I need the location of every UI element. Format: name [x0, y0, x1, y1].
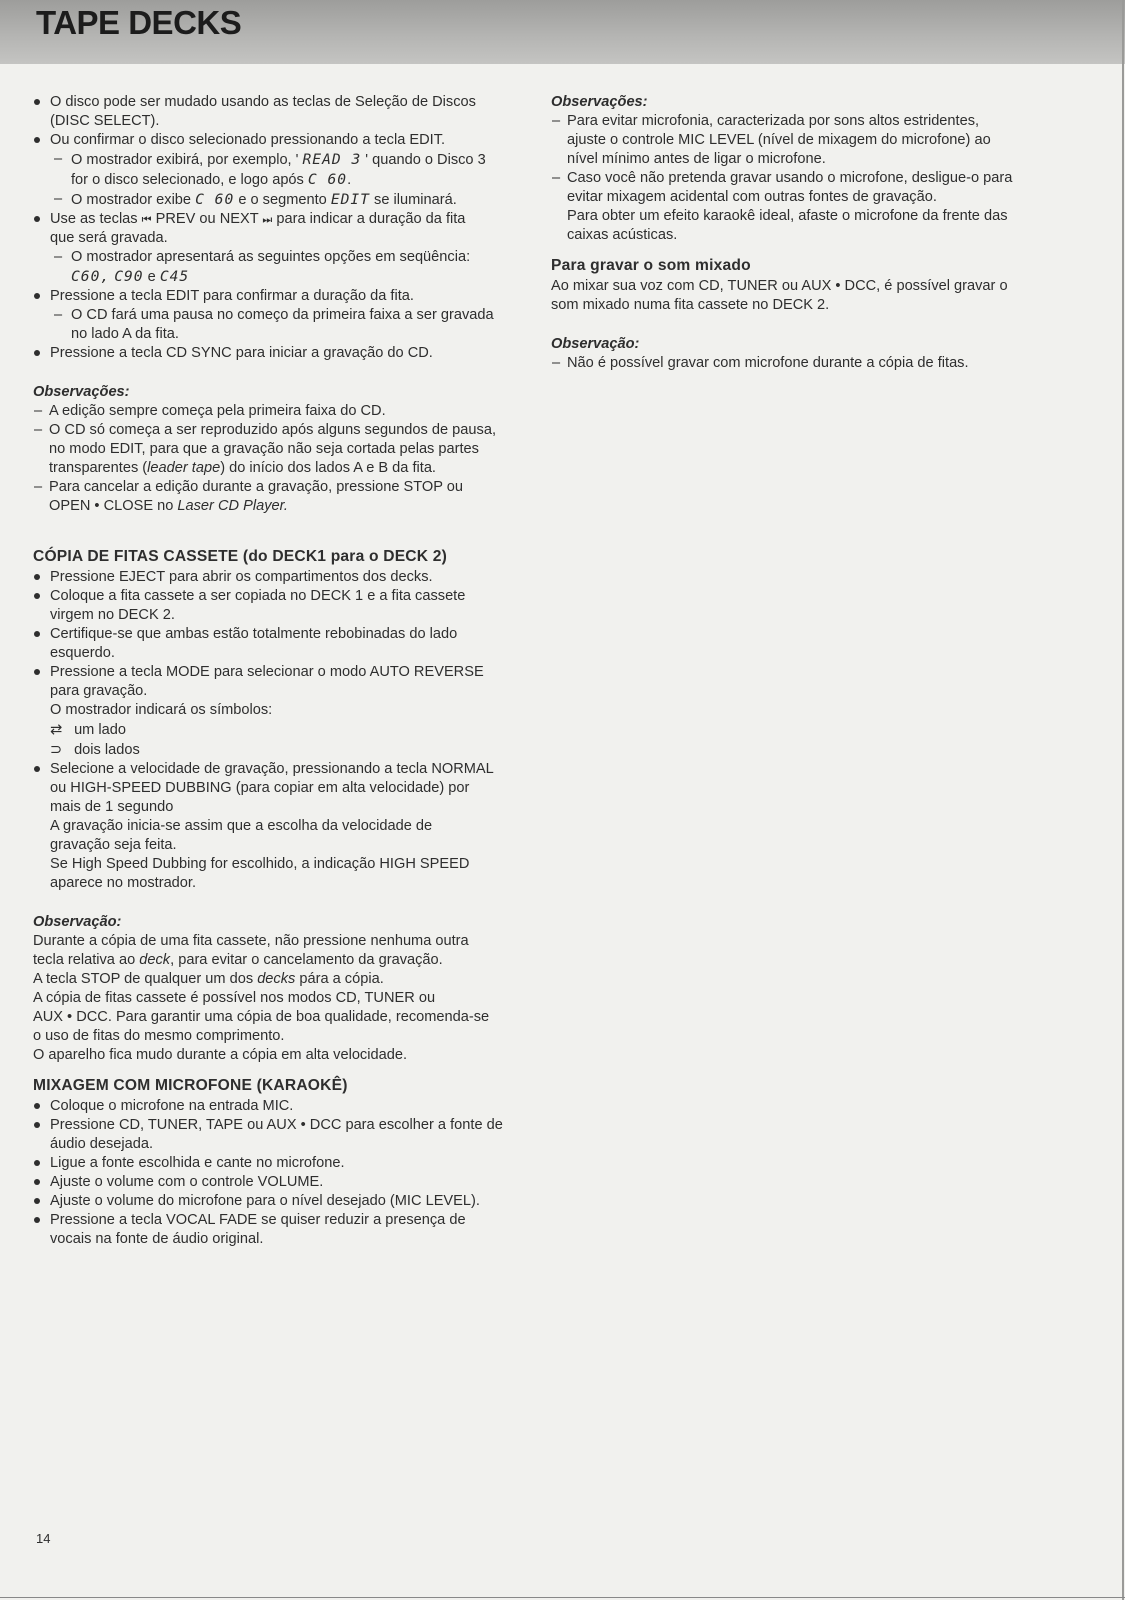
note-item: – Para cancelar a edição durante a gravação, pressione STOP ou — [33, 478, 523, 497]
text-fragment: um lado — [74, 722, 126, 738]
text-line: (DISC SELECT). — [50, 113, 160, 129]
text-line: Ligue a fonte escolhida e cante no microfone. — [50, 1155, 345, 1171]
text-line: ou HIGH-SPEED DUBBING (para copiar em alta velocidade) por — [50, 780, 470, 796]
display-segment: C 60 — [195, 191, 235, 208]
text-line: esquerdo. — [50, 645, 115, 661]
spacer — [551, 315, 1051, 335]
text-line: aparece no mostrador. — [50, 875, 197, 891]
text-fragment: se iluminará. — [369, 192, 457, 208]
list-item — [33, 568, 523, 587]
list-item — [33, 1173, 523, 1192]
text-fragment: for o disco selecionado, e logo após — [71, 172, 308, 188]
list-item — [33, 663, 523, 682]
text-line: o uso de fitas do mesmo comprimento. — [33, 1028, 285, 1044]
page-title: TAPE DECKS — [36, 4, 242, 41]
display-segment: READ 3 — [302, 151, 362, 168]
note-item: – O CD só começa a ser reproduzido após alguns segundos de pausa, — [33, 421, 523, 440]
note-item: – A edição sempre começa pela primeira faixa do CD. — [33, 402, 523, 421]
text-fragment: e — [147, 269, 156, 285]
list-item — [33, 287, 523, 306]
text-line: Durante a cópia de uma fita cassete, não pressione nenhuma outra — [33, 933, 469, 949]
spacer — [551, 245, 1051, 255]
sub-item — [33, 150, 523, 170]
text-fragment: OPEN • CLOSE no — [49, 498, 178, 514]
text-fragment: Use as teclas — [50, 211, 142, 227]
left-column — [33, 93, 523, 1249]
section-heading-karaoke: MIXAGEM COM MICROFONE (KARAOKÊ) — [33, 1077, 348, 1094]
spacer — [33, 1065, 523, 1075]
text-line: vocais na fonte de áudio original. — [50, 1231, 264, 1247]
right-edge-rule — [1122, 0, 1124, 1600]
text-fragment: dois lados — [74, 742, 140, 758]
text-line: Ou confirmar o disco selecionado pressionando a tecla EDIT. — [50, 132, 446, 148]
display-segment: EDIT — [330, 191, 370, 208]
text-fragment: ) do início dos lados A e B da fita. — [220, 460, 436, 476]
page-number: 14 — [36, 1531, 51, 1546]
text-line: Se High Speed Dubbing for escolhido, a indicação HIGH SPEED — [50, 856, 470, 872]
text-line: Ajuste o volume com o controle VOLUME. — [50, 1174, 324, 1190]
note-continuation: ajuste o controle MIC LEVEL (nível de mixagem do microfone) ao — [567, 132, 991, 148]
text-line: Pressione a tecla VOCAL FADE se quiser reduzir a presença de — [50, 1212, 466, 1228]
text-line: Ajuste o volume do microfone para o nível desejado (MIC LEVEL). — [50, 1193, 480, 1209]
text-fragment: , para evitar o cancelamento da gravação. — [170, 952, 443, 968]
text-line: Pressione a tecla MODE para selecionar o modo AUTO REVERSE — [50, 664, 484, 680]
spacer — [33, 893, 523, 913]
observation-heading: Observação: — [551, 336, 640, 352]
text-fragment: ' quando o Disco 3 — [361, 152, 486, 168]
list-item — [33, 1154, 523, 1173]
right-column — [551, 93, 1051, 373]
text-fragment: PREV ou NEXT — [151, 211, 263, 227]
spacer — [33, 516, 523, 546]
list-item — [33, 760, 523, 779]
list-item — [33, 1097, 523, 1116]
text-fragment: . — [347, 172, 352, 188]
note-continuation: no modo EDIT, para que a gravação não seja cortada pelas partes — [49, 441, 479, 457]
italic-term: leader tape — [147, 460, 221, 476]
next-track-icon: ⏭ — [262, 213, 273, 226]
list-item — [33, 1192, 523, 1211]
italic-term: Laser CD Player. — [177, 498, 288, 514]
list-item — [33, 131, 523, 150]
text-line: A cópia de fitas cassete é possível nos modos CD, TUNER ou — [33, 990, 436, 1006]
text-line: áudio desejada. — [50, 1136, 154, 1152]
one-side-symbol-icon: ⇄ — [50, 721, 63, 738]
both-sides-symbol-icon: ⊃ — [50, 741, 63, 758]
list-item — [33, 1116, 523, 1135]
text-line: Pressione a tecla EDIT para confirmar a duração da fita. — [50, 288, 414, 304]
list-item — [33, 1211, 523, 1230]
observations-heading: Observações: — [33, 384, 130, 400]
text-line: gravação seja feita. — [50, 837, 177, 853]
symbol-line — [33, 720, 523, 740]
observations-heading: Observações: — [551, 94, 648, 110]
italic-term: deck — [139, 952, 171, 968]
note-continuation — [33, 459, 523, 478]
text-fragment: para indicar a duração da fita — [272, 211, 466, 227]
list-item — [33, 587, 523, 606]
list-item — [33, 344, 523, 363]
text-fragment: tecla relativa ao — [33, 952, 140, 968]
observation-heading: Observação: — [33, 914, 122, 930]
note-continuation: nível mínimo antes de ligar o microfone. — [567, 151, 826, 167]
text-fragment: e o segmento — [234, 192, 331, 208]
list-item — [33, 625, 523, 644]
note-continuation: evitar mixagem acidental com outras fontes de gravação. — [567, 189, 937, 205]
text-line — [33, 970, 523, 989]
section-heading-record-mix: Para gravar o som mixado — [551, 257, 751, 274]
sub-item: – O mostrador apresentará as seguintes opções em seqüência: — [33, 248, 523, 267]
previous-track-icon: ⏮ — [141, 213, 152, 226]
text-fragment: transparentes ( — [49, 460, 148, 476]
list-item — [33, 210, 523, 229]
note-item: – Para evitar microfonia, caracterizada por sons altos estridentes, — [551, 112, 1051, 131]
text-line: Certifique-se que ambas estão totalmente rebobinadas do lado — [50, 626, 458, 642]
sub-item-continuation — [33, 170, 523, 190]
text-line: Pressione a tecla CD SYNC para iniciar a gravação do CD. — [50, 345, 433, 361]
text-line: Coloque o microfone na entrada MIC. — [50, 1098, 294, 1114]
note-continuation: Para obter um efeito karaokê ideal, afaste o microfone da frente das — [567, 208, 1008, 224]
text-line: O mostrador indicará os símbolos: — [50, 702, 273, 718]
display-segment: C60, — [71, 268, 111, 285]
text-line: Selecione a velocidade de gravação, pressionando a tecla NORMAL — [50, 761, 494, 777]
text-line: AUX • DCC. Para garantir uma cópia de boa qualidade, recomenda-se — [33, 1009, 490, 1025]
sub-item-continuation: no lado A da fita. — [71, 326, 179, 342]
text-line: A gravação inicia-se assim que a escolha da velocidade de — [50, 818, 433, 834]
text-line: Ao mixar sua voz com CD, TUNER ou AUX • DCC, é possível gravar o — [551, 278, 1008, 294]
text-line: Pressione EJECT para abrir os compartimentos dos decks. — [50, 569, 433, 585]
text-line: O aparelho fica mudo durante a cópia em alta velocidade. — [33, 1047, 407, 1063]
text-fragment: O mostrador exibe — [71, 192, 196, 208]
text-line: virgem no DECK 2. — [50, 607, 175, 623]
note-continuation: caixas acústicas. — [567, 227, 678, 243]
text-line: mais de 1 segundo — [50, 799, 174, 815]
text-line: que será gravada. — [50, 230, 168, 246]
text-line: O disco pode ser mudado usando as teclas de Seleção de Discos — [50, 94, 476, 110]
list-item — [33, 93, 523, 112]
bottom-rule — [0, 1597, 1125, 1598]
text-fragment: A tecla STOP de qualquer um dos — [33, 971, 258, 987]
note-continuation — [33, 497, 523, 516]
note-item: – Caso você não pretenda gravar usando o microfone, desligue-o para — [551, 169, 1051, 188]
text-line: Pressione CD, TUNER, TAPE ou AUX • DCC para escolher a fonte de — [50, 1117, 503, 1133]
sub-item-continuation — [33, 267, 523, 287]
note-item: – Não é possível gravar com microfone durante a cópia de fitas. — [551, 354, 1051, 373]
display-segment: C90 — [114, 268, 144, 285]
text-line: som mixado numa fita cassete no DECK 2. — [551, 297, 830, 313]
text-fragment: O mostrador exibirá, por exemplo, ' — [71, 152, 303, 168]
text-line — [33, 951, 523, 970]
sub-item — [33, 190, 523, 210]
display-segment: C 60 — [307, 171, 348, 188]
italic-term: decks — [257, 971, 296, 987]
text-fragment: pára a cópia. — [295, 971, 384, 987]
symbol-line — [33, 740, 523, 760]
section-heading-copy: CÓPIA DE FITAS CASSETE (do DECK1 para o DECK 2) — [33, 548, 448, 565]
sub-item: – O CD fará uma pausa no começo da primeira faixa a ser gravada — [33, 306, 523, 325]
text-line: para gravação. — [50, 683, 148, 699]
header-band — [0, 0, 1125, 64]
text-line: Coloque a fita cassete a ser copiada no DECK 1 e a fita cassete — [50, 588, 466, 604]
display-segment: C45 — [159, 268, 190, 285]
spacer — [33, 363, 523, 383]
